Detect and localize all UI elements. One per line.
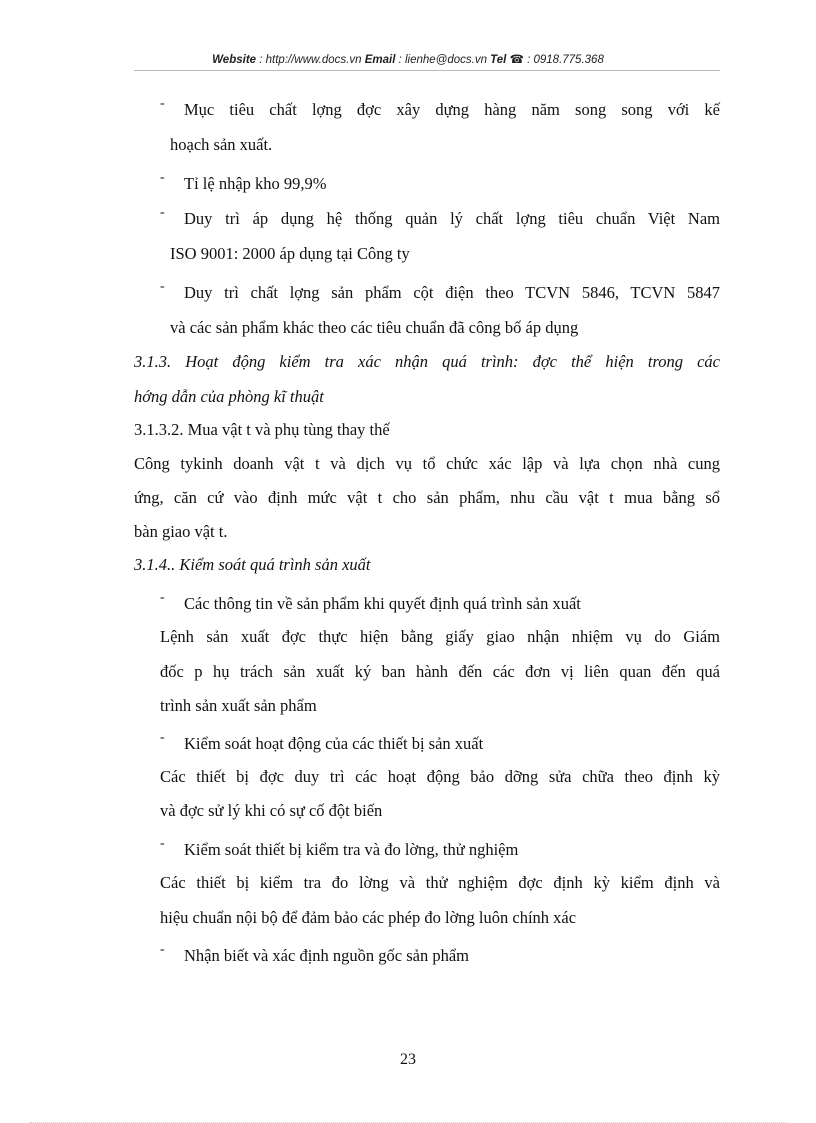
paragraph-1-line-1: Công tykinh doanh vật t và dịch vụ tổ chức xác lập và lựa chọn nhà cung [134,454,720,473]
bullet-8: Nhận biết và xác định nguồn gốc sản phẩm [184,946,470,965]
bullet-dash: - [160,942,165,957]
paragraph-4-line-1: Các thiết bị kiểm tra đo lờng và thử nghiệm đợc định kỳ kiểm định và [160,873,720,892]
website-label: Website [212,54,257,66]
section-3-1-3-2-heading: 3.1.3.2. Mua vật t và phụ tùng thay thế [134,420,390,439]
bullet-4-line-2: và các sản phẩm khác theo các tiêu chuẩn đã công bố áp dụng [170,318,579,337]
header-divider [134,70,720,71]
paragraph-2-line-1: Lệnh sản xuất đợc thực hiện bằng giấy giao nhận nhiệm vụ do Giám [160,627,720,646]
page-number: 23 [400,1051,416,1068]
bullet-1-line-2: hoạch sản xuất. [170,135,273,154]
bullet-4-line-1: Duy trì chất lợng sản phẩm cột điện theo TCVN 5846, TCVN 5847 [184,283,720,302]
bullet-7: Kiểm soát thiết bị kiểm tra và đo lờng, thử nghiệm [184,840,519,859]
phone-icon: ☎ [509,54,524,66]
bullet-dash: - [160,205,165,220]
tel-label: Tel [490,54,507,66]
tel-value: : 0918.775.368 [523,54,604,66]
paragraph-2-line-2: đốc p hụ trách sản xuất ký ban hành đến các đơn vị liên quan đến quá [160,662,720,681]
section-3-1-3-heading-line-2: hớng dẫn của phòng kĩ thuật [134,387,324,406]
bullet-dash: - [160,730,165,745]
paragraph-1-line-2: ứng, căn cứ vào định mức vật t cho sản phẩm, nhu cầu vật t mua bằng sổ [134,488,720,507]
bullet-1-line-1: Mục tiêu chất lợng đợc xây dựng hàng năm song song với kế [184,100,720,119]
bullet-dash: - [160,836,165,851]
bullet-3-line-2: ISO 9001: 2000 áp dụng tại Công ty [170,244,410,263]
paragraph-3-line-1: Các thiết bị đợc duy trì các hoạt động bảo dỡng sửa chữa theo định kỳ [160,767,720,786]
bullet-2-line-1: Tỉ lệ nhập kho 99,9% [184,174,327,193]
section-3-1-3-heading-line-1: 3.1.3. Hoạt động kiểm tra xác nhận quá trình: đợc thể hiện trong các [134,352,720,371]
email-label: Email [364,54,396,66]
bullet-5: Các thông tin về sản phẩm khi quyết định quá trình sản xuất [184,594,581,613]
bullet-3-line-1: Duy trì áp dụng hệ thống quản lý chất lợng tiêu chuẩn Việt Nam [184,209,720,228]
section-3-1-4-heading: 3.1.4.. Kiểm soát quá trình sản xuất [134,555,371,574]
email-value: : lienhe@docs.vn [395,54,491,66]
website-value: : http://www.docs.vn [256,54,365,66]
paragraph-3-line-2: và đợc sử lý khi có sự cố đột biến [160,801,383,820]
bullet-6: Kiểm soát hoạt động của các thiết bị sản xuất [184,734,484,753]
page-header [0,52,816,66]
bullet-dash: - [160,96,165,111]
bullet-dash: - [160,279,165,294]
bullet-dash: - [160,170,165,185]
bullet-dash: - [160,590,165,605]
paragraph-1-line-3: bàn giao vật t. [134,522,228,541]
paragraph-4-line-2: hiệu chuẩn nội bộ để đảm bảo các phép đo lờng luôn chính xác [160,908,577,927]
paragraph-2-line-3: trình sản xuất sản phẩm [160,696,317,715]
